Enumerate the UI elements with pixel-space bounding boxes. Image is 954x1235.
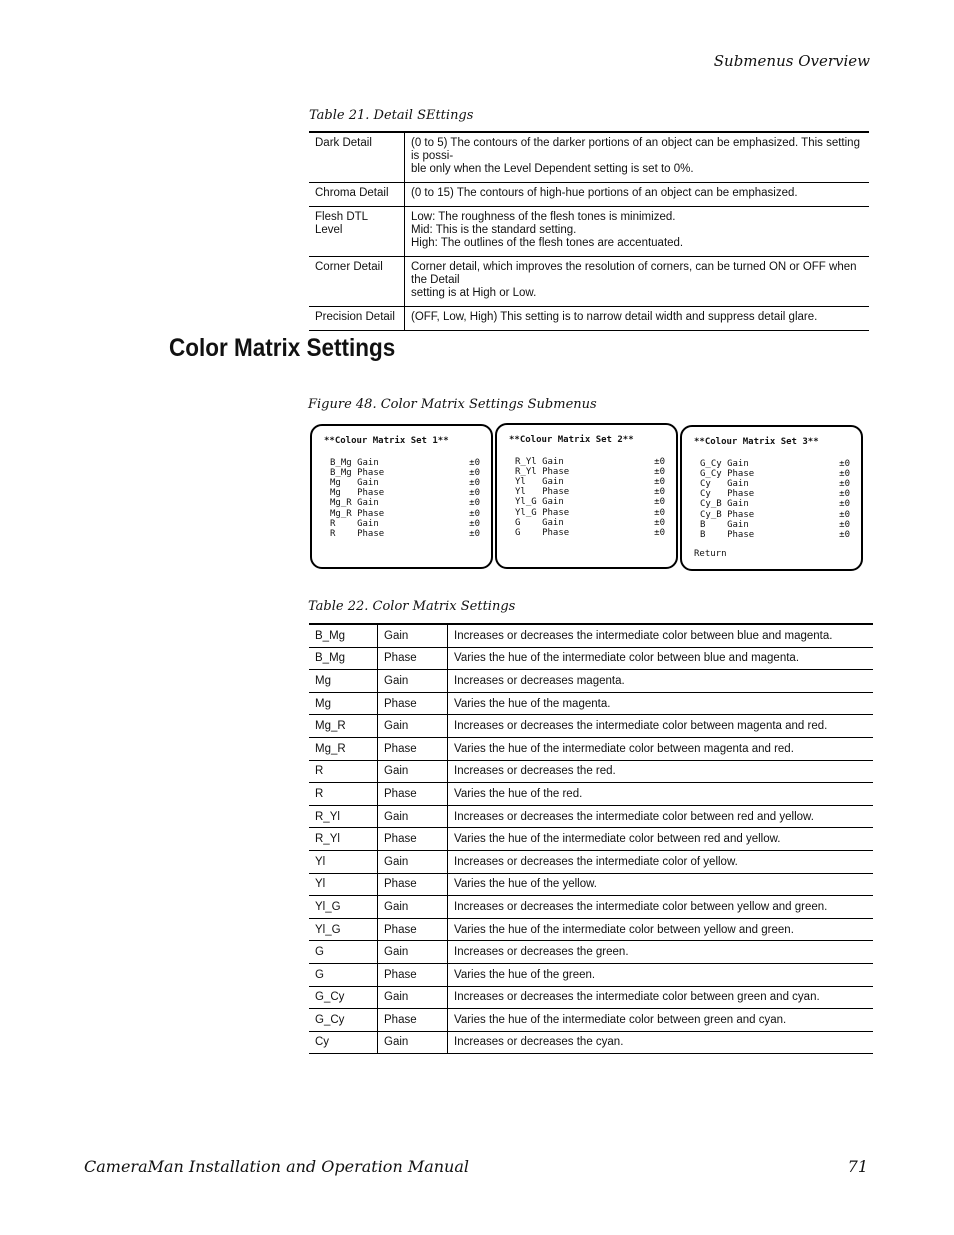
color-name: B_Mg: [309, 624, 378, 647]
parameter: Gain: [378, 1031, 448, 1054]
parameter: Gain: [378, 624, 448, 647]
menu-item-value: ±0: [469, 518, 480, 529]
menu-item-value: ±0: [839, 459, 850, 469]
menu-item-label: R_Yl Phase: [515, 467, 570, 478]
colour-matrix-set-1-panel: [310, 424, 493, 569]
menu-item[interactable]: [700, 459, 850, 469]
table-row: [309, 918, 873, 941]
table-row: [309, 692, 873, 715]
setting-name: Corner Detail: [309, 257, 405, 307]
table-row: [309, 760, 873, 783]
description: Increases or decreases the intermediate color between yellow and green.: [448, 896, 874, 919]
description: Increases or decreases the intermediate color between magenta and red.: [448, 715, 874, 738]
description: Varies the hue of the intermediate color between red and yellow.: [448, 828, 874, 851]
menu-item[interactable]: [700, 520, 850, 530]
menu-item-value: ±0: [839, 529, 850, 540]
description: Varies the hue of the intermediate color between yellow and green.: [448, 918, 874, 941]
table-row: [309, 715, 873, 738]
description-line: (0 to 5) The contours of the darker portions of an object can be emphasized. This setting is possi-: [411, 137, 860, 162]
panel-title: **Colour Matrix Set 2**: [509, 435, 634, 445]
color-name: B_Mg: [309, 647, 378, 670]
menu-item-value: ±0: [469, 488, 480, 499]
table-row: [309, 132, 869, 183]
menu-item-label: G_Cy Phase: [700, 469, 755, 480]
menu-item-label: B Gain: [700, 519, 749, 530]
parameter: Gain: [378, 715, 448, 738]
parameter: Gain: [378, 805, 448, 828]
description: Varies the hue of the red.: [448, 783, 874, 806]
colour-matrix-set-2-panel: [495, 423, 678, 569]
menu-item-value: ±0: [654, 497, 665, 508]
menu-item-label: R Gain: [330, 518, 379, 529]
menu-item-label: Cy_B Gain: [700, 499, 749, 510]
color-name: G_Cy: [309, 986, 378, 1009]
parameter: Phase: [378, 692, 448, 715]
panel-title: **Colour Matrix Set 3**: [694, 437, 819, 447]
description-line: Low: The roughness of the flesh tones is minimized.: [411, 211, 676, 223]
menu-item-label: Mg_R Gain: [330, 498, 379, 509]
menu-item-label: Mg Gain: [330, 478, 379, 489]
parameter: Gain: [378, 670, 448, 693]
color-name: Mg: [309, 692, 378, 715]
parameter: Gain: [378, 896, 448, 919]
table-row: [309, 207, 869, 257]
color-name: R: [309, 783, 378, 806]
menu-item-value: ±0: [839, 499, 850, 510]
description-line: ble only when the Level Dependent setting is set to 0%.: [411, 163, 694, 175]
menu-item[interactable]: [330, 458, 480, 468]
description-line: Mid: This is the standard setting.: [411, 224, 577, 236]
menu-item[interactable]: [330, 468, 480, 478]
menu-item-value: ±0: [839, 509, 850, 520]
color-name: Mg_R: [309, 737, 378, 760]
parameter: Gain: [378, 850, 448, 873]
parameter: Gain: [378, 760, 448, 783]
menu-item-label: Cy_B Phase: [700, 509, 755, 520]
table-row: [309, 624, 873, 647]
menu-item-label: G Gain: [515, 517, 564, 528]
detail-settings-table: [309, 131, 869, 331]
menu-item[interactable]: [700, 510, 850, 520]
setting-name: Flesh DTL Level: [309, 207, 405, 257]
manual-title: CameraMan Installation and Operation Manual: [84, 1157, 470, 1176]
table-row: [309, 850, 873, 873]
menu-item-label: R_Yl Gain: [515, 457, 564, 467]
table-row: [309, 941, 873, 964]
menu-item[interactable]: [330, 519, 480, 529]
menu-item-label: B Phase: [700, 529, 755, 540]
color-name: R: [309, 760, 378, 783]
setting-description: [405, 183, 870, 207]
menu-item-value: ±0: [469, 468, 480, 479]
setting-description: [405, 257, 870, 307]
menu-item[interactable]: [515, 497, 665, 507]
menu-item-label: Yl_G Phase: [515, 507, 570, 518]
color-name: Yl: [309, 850, 378, 873]
menu-item-label: Yl Gain: [515, 477, 564, 488]
description: Increases or decreases the intermediate color between blue and magenta.: [448, 624, 874, 647]
menu-item[interactable]: [700, 499, 850, 509]
menu-item[interactable]: [700, 530, 850, 540]
menu-item-value: ±0: [469, 508, 480, 519]
description: Varies the hue of the intermediate color between green and cyan.: [448, 1009, 874, 1032]
table-row: [309, 183, 869, 207]
color-name: Yl_G: [309, 896, 378, 919]
setting-description: [405, 307, 870, 331]
description: Varies the hue of the magenta.: [448, 692, 874, 715]
table-row: [309, 307, 869, 331]
panel-title: **Colour Matrix Set 1**: [324, 436, 449, 446]
parameter: Phase: [378, 647, 448, 670]
table-22-caption: Table 22. Color Matrix Settings: [308, 599, 516, 614]
menu-item-label: Yl_G Gain: [515, 497, 564, 508]
menu-item-label: R Phase: [330, 528, 385, 539]
menu-item[interactable]: [515, 518, 665, 528]
description: Increases or decreases the green.: [448, 941, 874, 964]
menu-item-value: ±0: [839, 479, 850, 490]
menu-item[interactable]: [330, 509, 480, 519]
menu-item-value: ±0: [654, 467, 665, 478]
color-name: G: [309, 941, 378, 964]
menu-item-label: Mg_R Phase: [330, 508, 385, 519]
menu-item-value: ±0: [469, 458, 480, 468]
color-name: Yl_G: [309, 918, 378, 941]
setting-name: Dark Detail: [309, 132, 405, 183]
menu-item[interactable]: [515, 528, 665, 538]
color-matrix-settings-table: [309, 623, 873, 1054]
parameter: Gain: [378, 986, 448, 1009]
menu-item-label: Yl Phase: [515, 487, 570, 498]
description-line: (0 to 15) The contours of high-hue portions of an object can be emphasized.: [411, 187, 798, 199]
table-row: [309, 647, 873, 670]
parameter: Gain: [378, 941, 448, 964]
description-line: Corner detail, which improves the resolution of corners, can be turned ON or OFF when the Detail: [411, 261, 857, 286]
color-name: R_Yl: [309, 805, 378, 828]
table-row: [309, 1031, 873, 1054]
menu-item[interactable]: [330, 498, 480, 508]
running-header: Submenus Overview: [713, 52, 870, 70]
description-line: High: The outlines of the flesh tones are accentuated.: [411, 237, 684, 249]
description: Varies the hue of the intermediate color between blue and magenta.: [448, 647, 874, 670]
menu-item[interactable]: [515, 457, 665, 467]
table-row: [309, 873, 873, 896]
menu-item-label: Mg Phase: [330, 488, 385, 499]
menu-item-value: ±0: [839, 489, 850, 500]
parameter: Phase: [378, 873, 448, 896]
table-row: [309, 670, 873, 693]
menu-item-value: ±0: [839, 469, 850, 480]
figure-48-caption: Figure 48. Color Matrix Settings Submenus: [308, 397, 597, 412]
menu-item-value: ±0: [654, 517, 665, 528]
menu-item-value: ±0: [654, 477, 665, 488]
menu-item[interactable]: [515, 487, 665, 497]
colour-matrix-set-3-panel: [680, 425, 863, 571]
table-row: [309, 783, 873, 806]
setting-description: [405, 132, 870, 183]
menu-item-value: ±0: [654, 487, 665, 498]
menu-item-value: ±0: [469, 498, 480, 509]
color-name: R_Yl: [309, 828, 378, 851]
description: Varies the hue of the intermediate color between magenta and red.: [448, 737, 874, 760]
menu-item-label: Cy Phase: [700, 489, 755, 500]
menu-item[interactable]: [700, 469, 850, 479]
parameter: Phase: [378, 1009, 448, 1032]
setting-name: Chroma Detail: [309, 183, 405, 207]
parameter: Phase: [378, 828, 448, 851]
description-line: setting is at High or Low.: [411, 287, 537, 299]
return-menu-item[interactable]: Return: [694, 549, 727, 559]
menu-item-label: B_Mg Gain: [330, 458, 379, 468]
table-row: [309, 737, 873, 760]
parameter: Phase: [378, 963, 448, 986]
setting-description: [405, 207, 870, 257]
menu-item-label: B_Mg Phase: [330, 468, 385, 479]
table-row: [309, 963, 873, 986]
menu-item-label: G_Cy Gain: [700, 459, 749, 469]
description: Increases or decreases the intermediate color of yellow.: [448, 850, 874, 873]
menu-item[interactable]: [330, 488, 480, 498]
menu-item-label: Cy Gain: [700, 479, 749, 490]
description: Increases or decreases the cyan.: [448, 1031, 874, 1054]
table-row: [309, 986, 873, 1009]
menu-item-value: ±0: [654, 507, 665, 518]
color-name: Mg: [309, 670, 378, 693]
description: Varies the hue of the green.: [448, 963, 874, 986]
table-row: [309, 1009, 873, 1032]
menu-item[interactable]: [700, 479, 850, 489]
color-name: G_Cy: [309, 1009, 378, 1032]
description: Increases or decreases magenta.: [448, 670, 874, 693]
description: Increases or decreases the intermediate color between green and cyan.: [448, 986, 874, 1009]
page-number: 71: [847, 1157, 868, 1176]
menu-item[interactable]: [515, 467, 665, 477]
color-name: G: [309, 963, 378, 986]
setting-name: Precision Detail: [309, 307, 405, 331]
table-row: [309, 257, 869, 307]
menu-item-value: ±0: [469, 528, 480, 539]
table-row: [309, 896, 873, 919]
color-name: Cy: [309, 1031, 378, 1054]
parameter: Phase: [378, 737, 448, 760]
menu-item-value: ±0: [654, 457, 665, 467]
parameter: Phase: [378, 918, 448, 941]
color-name: Yl: [309, 873, 378, 896]
table-row: [309, 805, 873, 828]
parameter: Phase: [378, 783, 448, 806]
table-row: [309, 828, 873, 851]
menu-item-value: ±0: [469, 478, 480, 489]
description: Increases or decreases the red.: [448, 760, 874, 783]
menu-item[interactable]: [515, 477, 665, 487]
menu-item[interactable]: [700, 489, 850, 499]
description: Increases or decreases the intermediate color between red and yellow.: [448, 805, 874, 828]
color-name: Mg_R: [309, 715, 378, 738]
menu-item[interactable]: [515, 508, 665, 518]
menu-item-label: G Phase: [515, 527, 570, 538]
menu-item[interactable]: [330, 478, 480, 488]
menu-item-value: ±0: [839, 519, 850, 530]
description: Varies the hue of the yellow.: [448, 873, 874, 896]
table-21-caption: Table 21. Detail SEttings: [309, 108, 474, 123]
menu-item-value: ±0: [654, 527, 665, 538]
menu-item[interactable]: [330, 529, 480, 539]
section-title: Color Matrix Settings: [169, 334, 396, 362]
description-line: (OFF, Low, High) This setting is to narrow detail width and suppress detail glare.: [411, 311, 818, 323]
